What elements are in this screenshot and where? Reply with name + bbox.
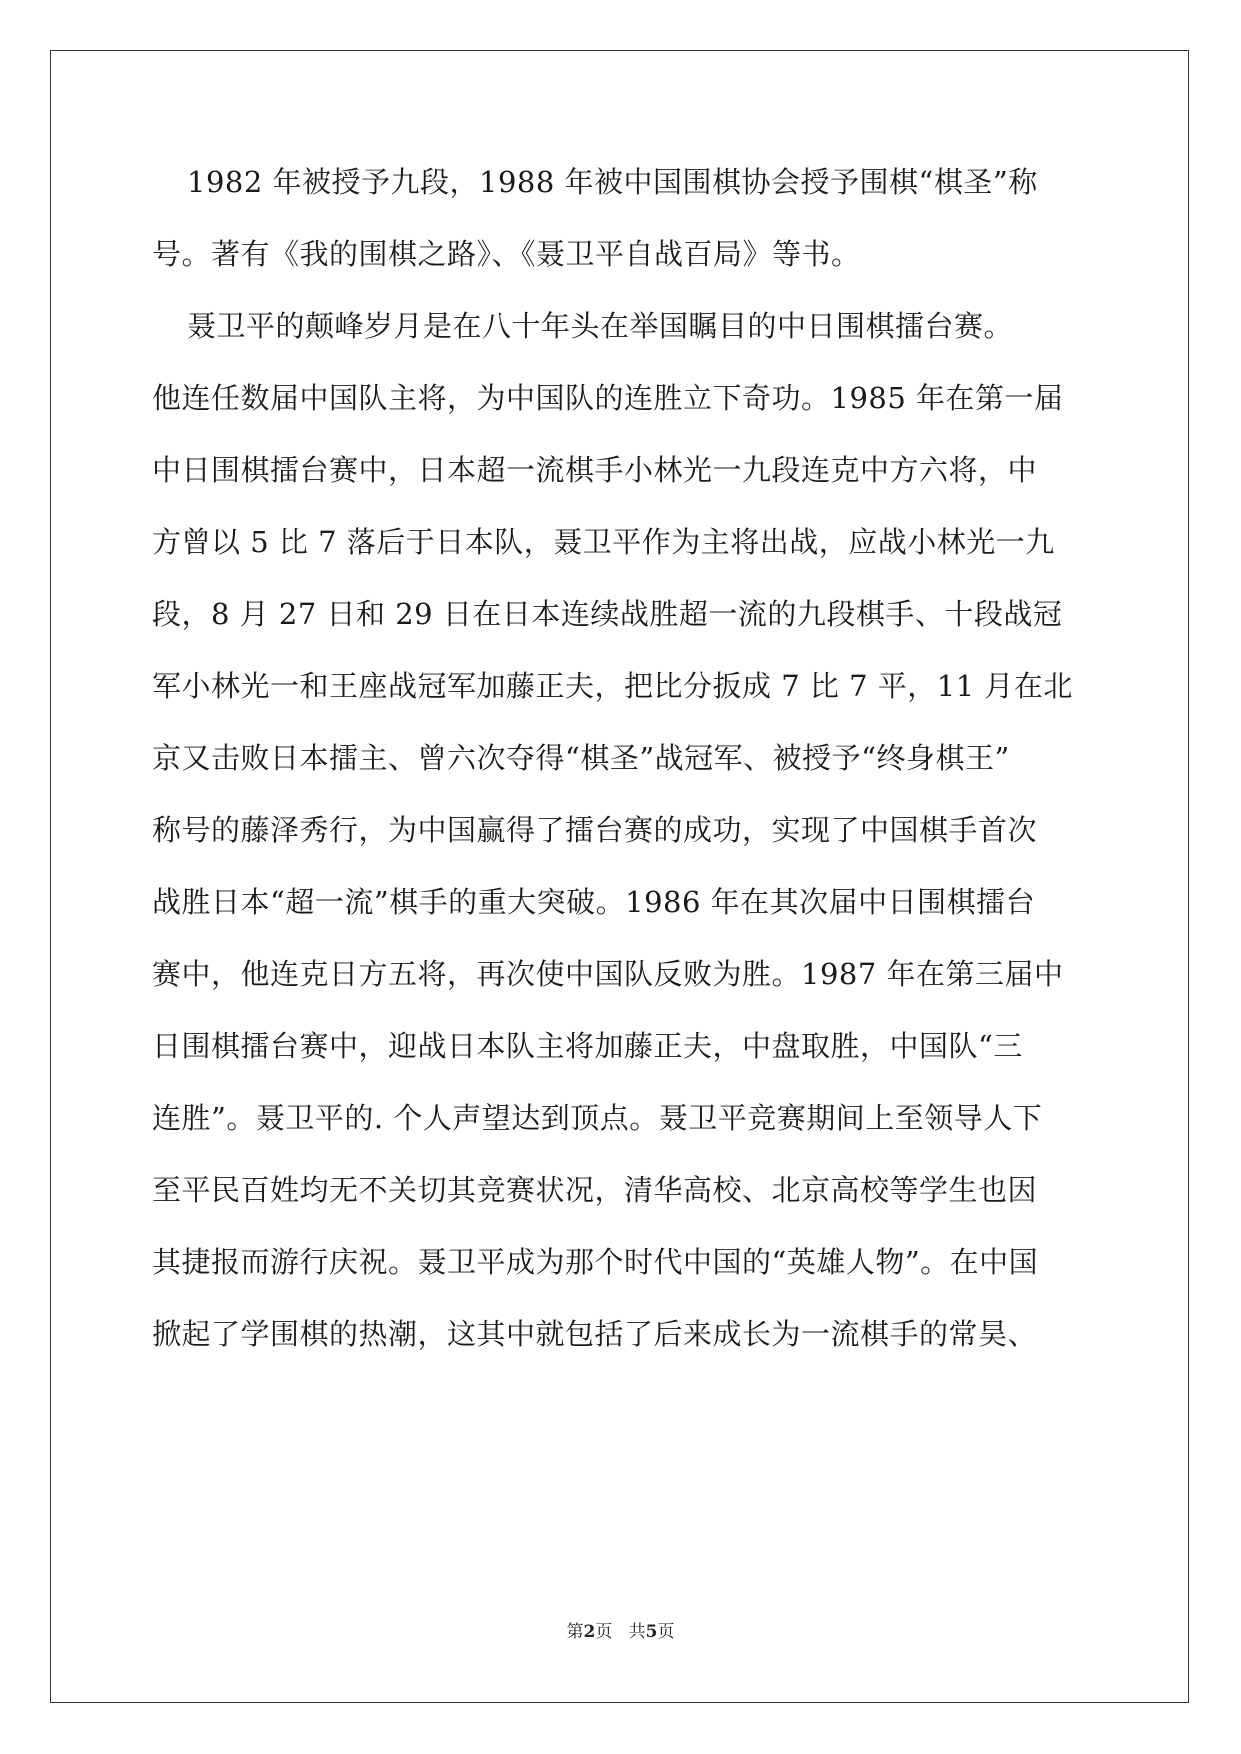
text-line: 战胜日本“超一流”棋手的重大突破。1986 年在其次届中日围棋擂台 <box>152 885 1036 919</box>
text-line: 段，8 月 27 日和 29 日在日本连续战胜超一流的九段棋手、十段战冠 <box>152 597 1063 631</box>
text-line: 中日围棋擂台赛中，日本超一流棋手小林光一九段连克中方六将，中 <box>152 453 1038 487</box>
footer-page-word: 页 <box>595 1622 613 1642</box>
text-line: 聂卫平的颠峰岁月是在八十年头在举国瞩目的中日围棋擂台赛。 <box>187 309 1014 343</box>
text-line: 其捷报而游行庆祝。聂卫平成为那个时代中国的“英雄人物”。在中国 <box>152 1245 1039 1279</box>
footer-total-prefix: 共 <box>628 1622 646 1642</box>
page-border <box>50 50 1189 1703</box>
text-line: 连胜”。聂卫平的. 个人声望达到顶点。聂卫平竞赛期间上至领导人下 <box>152 1101 1043 1135</box>
text-line: 称号的藤泽秀行，为中国赢得了擂台赛的成功，实现了中国棋手首次 <box>152 813 1038 847</box>
text-line: 他连任数届中国队主将，为中国队的连胜立下奇功。1985 年在第一届 <box>152 381 1064 415</box>
page-footer <box>0 1620 1241 1644</box>
text-line: 京又击败日本擂主、曾六次夺得“棋圣”战冠军、被授予“终身棋王” <box>152 741 1010 775</box>
text-line: 1982 年被授予九段，1988 年被中国围棋协会授予围棋“棋圣”称 <box>187 165 1038 199</box>
text-line: 掀起了学围棋的热潮，这其中就包括了后来成长为一流棋手的常昊、 <box>152 1317 1038 1351</box>
text-line: 至平民百姓均无不关切其竞赛状况，清华高校、北京高校等学生也因 <box>152 1173 1038 1207</box>
text-line: 日围棋擂台赛中，迎战日本队主将加藤正夫，中盘取胜，中国队“三 <box>152 1029 1023 1063</box>
current-page-number: 2 <box>583 1622 596 1642</box>
total-pages-number: 5 <box>645 1622 658 1642</box>
footer-total-suffix: 页 <box>657 1622 675 1642</box>
text-line: 号。著有《我的围棋之路》、《聂卫平自战百局》等书。 <box>152 237 861 271</box>
text-line: 赛中，他连克日方五将，再次使中国队反败为胜。1987 年在第三届中 <box>152 957 1064 991</box>
text-line: 军小林光一和王座战冠军加藤正夫，把比分扳成 7 比 7 平，11 月在北 <box>152 669 1073 703</box>
text-line: 方曾以 5 比 7 落后于日本队，聂卫平作为主将出战，应战小林光一九 <box>152 525 1055 559</box>
footer-prefix: 第 <box>566 1622 584 1642</box>
